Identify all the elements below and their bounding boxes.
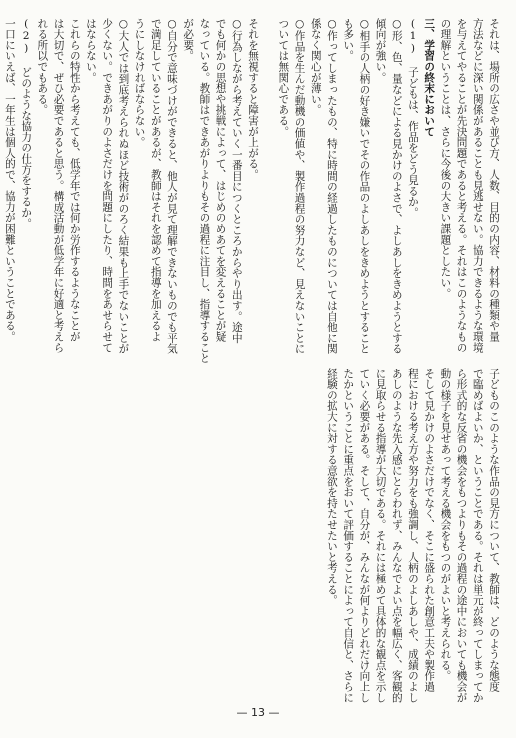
paragraph: の理解ということは、さらに今後の大きい課題としたい。 [439, 18, 452, 299]
paragraph: 少くない。できあがりのよさだけを問題にしたり、時間をあせらせて [101, 18, 114, 353]
paragraph: れる所以でもある。 [36, 18, 49, 116]
paragraph: これらの特性から考えても、低学年では何か労作するようなことが [68, 18, 81, 342]
paragraph: あしのような先入感にとらわれず、みんなでよい点を幅広く、客観的 [390, 368, 403, 703]
paragraph: (2) どのような協力の仕方をするか。 [20, 18, 33, 229]
text-column-left [0, 18, 261, 618]
text-column-right-bottom [324, 368, 502, 703]
paragraph: そして見かけのよさだけでなく、そこに盛られた創意工夫や製作過 [423, 368, 436, 692]
paragraph: 係なく関心が薄い。 [309, 18, 322, 116]
paragraph: は大切で、ぜひ必要であると思う。構成活動が低学年に好適と考えら [52, 18, 65, 353]
paragraph: それは、場所の広さや並び方、人数、目的の内容、材料の種類や量 [488, 18, 500, 342]
paragraph: で臨めばよいか、ということである。それは単元が終ってしまってか [471, 368, 484, 703]
paragraph: ○作ってしまったもの、特に時間の経過したものについては自他に関 [325, 18, 338, 355]
paragraph: ○形、色、量などによる見かけのよさで、よしあしをきめようとする [390, 18, 403, 355]
paragraph: ついては無関心である。 [277, 18, 290, 137]
paragraph: はならない。 [84, 18, 97, 83]
paragraph: 子どものこのような作品の見方について、教師は、どのような態度 [488, 368, 500, 692]
paragraph: 一口にいえば、一年生は個人的で、協力が困難ということである。 [3, 18, 16, 342]
paragraph: うにしなければならない。 [133, 18, 146, 148]
paragraph: を与えてやることが先決問題であると考える。それはこのようなもの [455, 18, 468, 353]
paragraph: ○作品を生んだ動機の価値や、製作過程の努力など、見えないことに [293, 18, 306, 355]
paragraph: ○行為しながら考えていく一番目につくところからやり出す。途中 [230, 18, 243, 344]
paragraph: 経験の拡大に対する意欲を持たせたいと考える。 [325, 368, 338, 606]
paragraph: それを無視すると障害が上がる。 [247, 18, 259, 180]
paragraph: ていく必要がある。そして、自分が、みんなが何よりどれだけ向上し [358, 368, 371, 703]
paragraph: に見取らせる指導が大切である。それには極めて具体的な観点を示し [374, 368, 387, 703]
paragraph: ○自分で意味づけができると、他人が見て理解できないものでも平気 [165, 18, 178, 355]
page-number: — 13 — [236, 706, 280, 719]
paragraph: が必要。 [182, 18, 195, 62]
paragraph: 程における考え方や努力をも強調し、人柄のよしあしや、成績のよし [406, 368, 419, 703]
paragraph: たかということに重点をおいて評価することによって自信と、さらに [342, 368, 355, 703]
section-heading: 三、学習の終末において [423, 18, 436, 137]
paragraph [0, 18, 2, 618]
paragraph: 傾向が強い。 [374, 18, 387, 83]
paragraph: でも何かの思想や挑戦によって、はじめのめあてを変えることが疑 [214, 18, 227, 342]
paragraph: ら形式的な反省の機会をもつよりもその過程の途中においても機会が [455, 368, 468, 703]
paragraph: で満足していることがあるが、教師はそれを認めて指導を加えるよ [149, 18, 162, 342]
paragraph: 方法などに深い関係があることも見逃せない。協力できるような環境 [471, 18, 484, 353]
paragraph: 動の様子を見せあって考える機会をもつのがよいと考えられる。 [439, 368, 452, 682]
paragraph: も多い。 [342, 18, 355, 62]
paragraph: (1) 子どもは、作品をどう見るか。 [406, 18, 419, 218]
text-column-right-top [275, 18, 502, 355]
paragraph: なっている。教師はできあがりよりもその過程に注目し、指導すること [198, 18, 211, 364]
paragraph: ○相手の人柄の好き嫌いでその作品のよしあしをきめようとすること [358, 18, 371, 355]
paragraph: ○大人では到底考えられぬほど技術がのろく結果も上手でないことが [117, 18, 130, 355]
